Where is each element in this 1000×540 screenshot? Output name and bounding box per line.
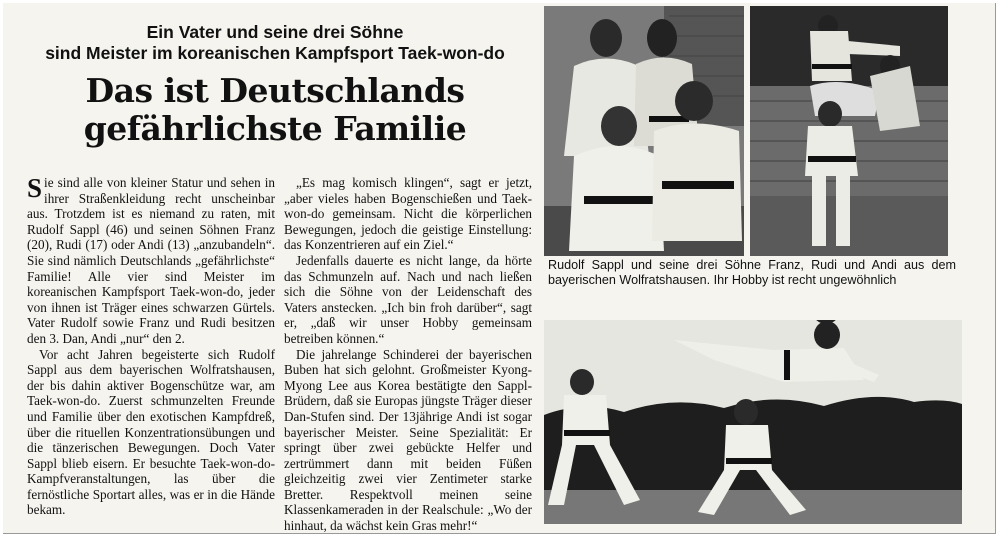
kicker-line-2: sind Meister im koreanischen Kampfsport Taek-won-do [45,43,505,63]
text-column-2 [284,175,532,534]
paragraph: Die jahrelange Schinderei der bayerischen Buben hat sich gelohnt. Großmeister Kyong-Myong Lee aus Korea bestätigte den Sappl-Brüdern, daß sie Europas jüngste Träger dieser Dan-Stufen sind. Der 13jährige Andi ist sogar bayerischer Meister. Seine Spezialität: Er springt über zwei gebückte Helfer und zertrümmert dann mit beiden Füßen gleichzeitig zwei vier Zentimeter starke Bretter. Respektvoll meinen seine Klassenkameraden in der Realschule: „Wo der hinhaut, da wächst kein Gras mehr!“ [284,346,532,534]
family-portrait-photo [544,6,744,256]
jump-kick-photo [750,6,948,256]
paragraph: Vor acht Jahren begeisterte sich Rudolf Sappl aus dem bayerischen Wolfratshausen, der bis dahin aktiver Bogenschütze war, am Taek-won-do. Zuerst schmunzelten Freunde und Familie über den exotischen Kampfdreß, über die rituellen Konzentrationsübungen und die tänzerischen Bewegungen. Doch Vater Sappl blieb eisern. Er besuchte Taek-won-do-Kampfveranstaltungen, las über die fernöstliche Sportart alles, was er in die Hände bekam. [27,346,275,518]
kicker-line-1: Ein Vater und seine drei Söhne [146,22,404,42]
photo-caption: Rudolf Sappl und seine drei Söhne Franz, Rudi und Andi aus dem bayerischen Wolfratshausen. Ihr Hobby ist recht ungewöhnlich [548,258,956,287]
kicker [10,22,540,64]
headline-line-2: gefährlichste Familie [83,109,467,148]
outdoor-kick-photo [544,320,962,524]
headline [10,72,540,148]
paragraph: Jedenfalls dauerte es nicht lange, da hörte das Schmunzeln auf. Nach und nach ließen sich die Söhne von der Leidenschaft des Vaters anstecken. „Ich bin froh darüber“, sagt er, „daß wir unser Hobby gemeinsam betreiben können.“ [284,252,532,346]
text-column-1 [27,175,275,518]
headline-line-1: Das ist Deutschlands [85,71,465,110]
paragraph [27,175,275,347]
drop-cap: S [27,173,43,203]
paragraph: „Es mag komisch klingen“, sagt er jetzt, „aber vieles haben Bogenschießen und Taek-won-do gemeinsam. Nicht die körperlichen Bewegungen, jedoch die geistige Einstellung: das Konzentrieren auf ein Ziel.“ [284,175,532,253]
paragraph-text: ie sind alle von kleiner Statur und sehen in ihrer Straßenkleidung recht unscheinbar aus. Trotzdem ist es niemand zu raten, mit Rudolf Sappl (46) und seinen Söhnen Franz (20), Rudi (17) oder Andi (13) „anzubandeln“. Sie sind nämlich Deutschlands „gefährlichste“ Familie! Alle vier sind Meister im koreanischen Kampfsport Taek-won-do, jeder von ihnen ist Träger eines schwarzen Gürtels. Vater Rudolf sowie Franz und Rudi besitzen den 3. Dan, Andi „nur“ den 2. [27,175,275,346]
